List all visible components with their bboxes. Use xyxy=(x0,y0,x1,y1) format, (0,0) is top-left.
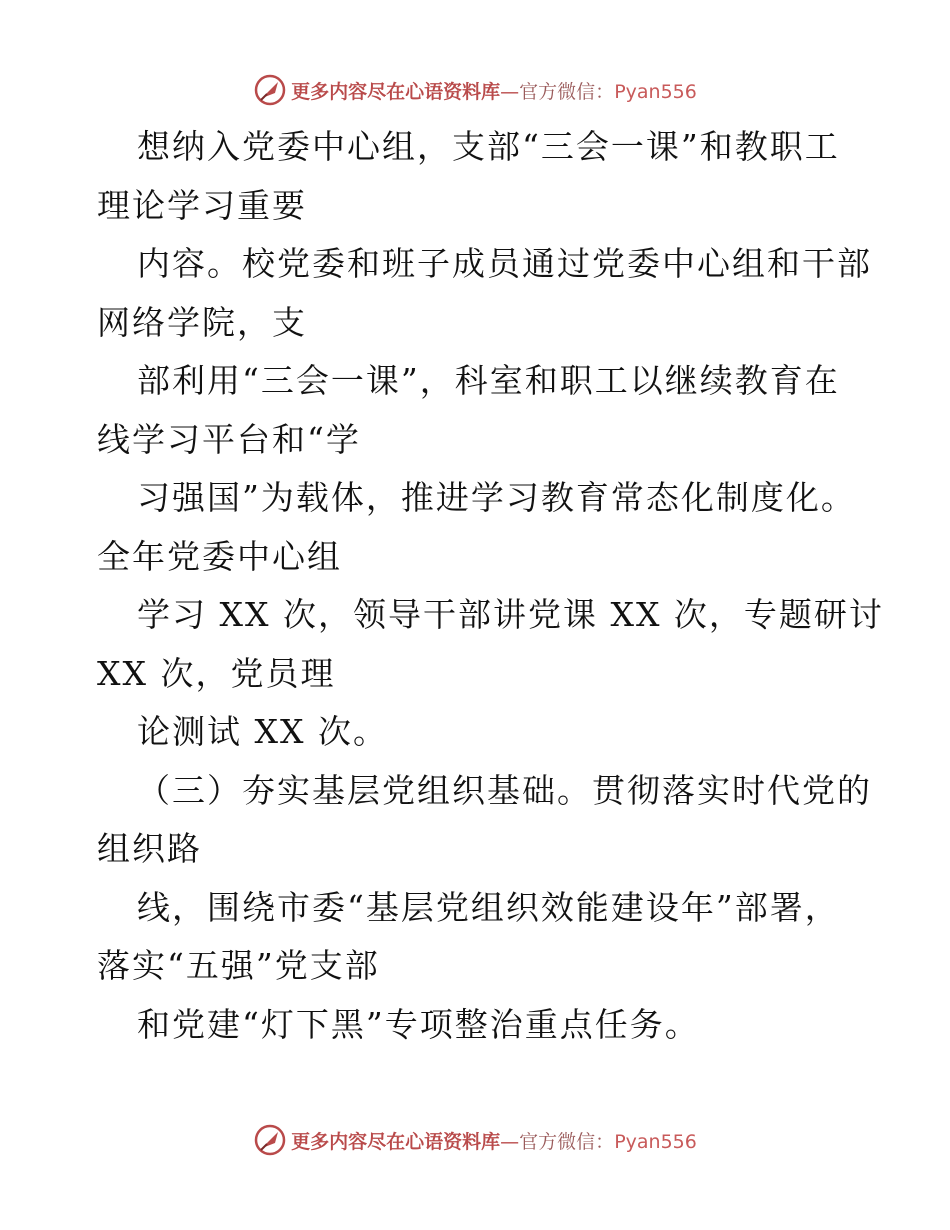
text-line: 落实“五强”党支部 xyxy=(97,946,380,985)
text-line: 内容。校党委和班子成员通过党委中心组和干部 xyxy=(137,244,872,283)
banner-wechat-label: 官方微信： xyxy=(519,80,615,103)
text-line: 全年党委中心组 xyxy=(97,536,342,576)
banner-dash: — xyxy=(500,1130,520,1153)
banner-wechat-id: Pyan556 xyxy=(614,80,697,103)
text-line: 学习 XX 次，领导干部讲党课 XX 次，专题研讨 xyxy=(137,595,884,634)
banner-site-name: 更多内容尽在心语资料库 xyxy=(291,1130,501,1153)
banner-text xyxy=(291,1127,697,1154)
banner-wechat-id: Pyan556 xyxy=(614,1130,697,1153)
header-banner xyxy=(0,70,950,110)
text-line: XX 次，党员理 xyxy=(97,653,336,693)
text-line: （三）夯实基层党组织基础。贯彻落实时代党的 xyxy=(137,770,872,810)
quill-logo-icon xyxy=(253,73,287,107)
text-line: 网络学院，支 xyxy=(97,302,307,342)
text-line: 线学习平台和“学 xyxy=(97,419,361,459)
text-line: 组织路 xyxy=(97,829,202,868)
text-line: 论测试 XX 次。 xyxy=(137,712,388,751)
banner-wechat-label: 官方微信： xyxy=(519,1130,615,1153)
footer-banner xyxy=(0,1120,950,1160)
banner-dash: — xyxy=(500,80,520,103)
text-line: 部利用“三会一课”，科室和职工以继续教育在 xyxy=(137,361,840,400)
text-line: 线，围绕市委“基层党组织效能建设年”部署， xyxy=(137,887,840,927)
banner-text xyxy=(291,77,697,104)
document-body xyxy=(97,118,884,1054)
text-line: 想纳入党委中心组，支部“三会一课”和教职工 xyxy=(137,127,840,166)
text-line: 习强国”为载体，推进学习教育常态化制度化。 xyxy=(137,478,856,517)
banner-site-name: 更多内容尽在心语资料库 xyxy=(291,80,501,103)
text-line: 理论学习重要 xyxy=(97,185,307,225)
text-line: 和党建“灯下黑”专项整治重点任务。 xyxy=(137,1004,700,1044)
quill-logo-icon xyxy=(253,1123,287,1157)
